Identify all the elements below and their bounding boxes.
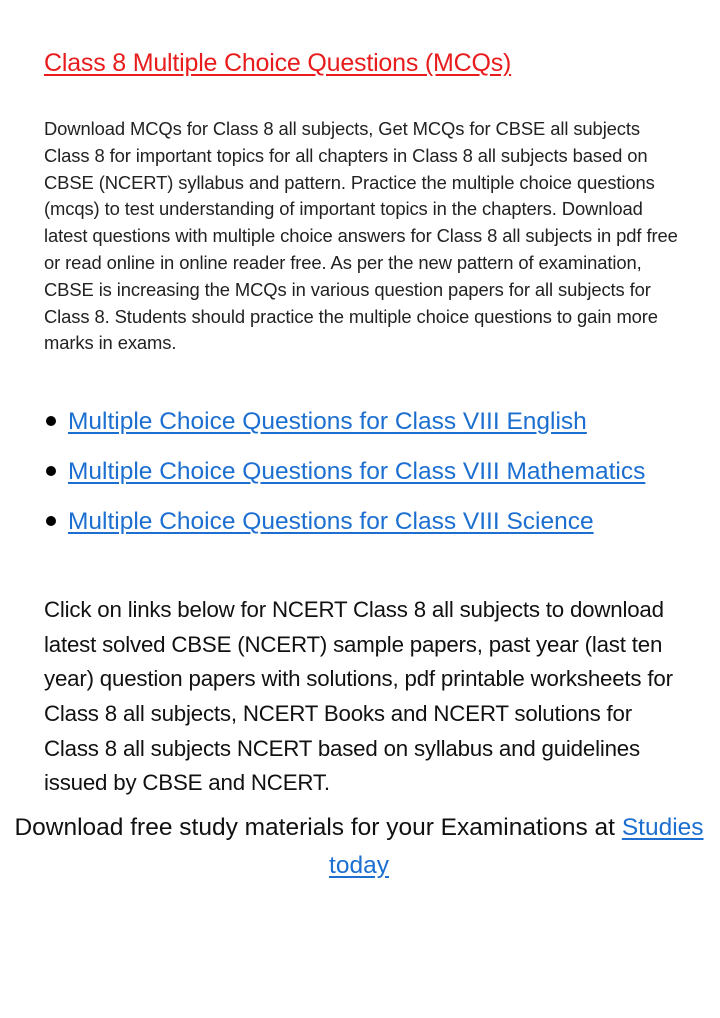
intro-paragraph: Download MCQs for Class 8 all subjects, Get MCQs for CBSE all subjects Class 8 for important topics for all chapters in Class 8 all subjects based on CBSE (NCERT) syllabus and pattern. Practice the multiple choice questions (mcqs) to test understanding of important topics in the chapters. Download latest questions with multiple choice answers for Class 8 all subjects in pdf free or read online in online reader free. As per the new pattern of examination, CBSE is increasing the MCQs in various question papers for all subjects for Class 8. Students should practice the multiple choice questions to gain more marks in exams. [44, 118, 678, 354]
bullet-icon [46, 416, 56, 426]
studies-today-link[interactable]: Studies today [329, 813, 704, 879]
footer-line [14, 809, 704, 885]
resources-paragraph: Click on links below for NCERT Class 8 all subjects to download latest solved CBSE (NCERT) sample papers, past year (last ten year) question papers with solutions, pdf printable worksheets for Class 8 all subjects, NCERT Books and NCERT solutions for Class 8 all subjects NCERT based on syllabus and guidelines issued by CBSE and NCERT. [44, 597, 673, 796]
mathematics-mcq-link[interactable]: Multiple Choice Questions for Class VIII Mathematics [68, 458, 646, 486]
footer-text: Download free study materials for your Examinations at [14, 813, 615, 841]
list-item [44, 453, 684, 491]
science-mcq-link[interactable]: Multiple Choice Questions for Class VIII Science [68, 508, 594, 536]
subject-link-list [44, 403, 684, 541]
bullet-icon [46, 466, 56, 476]
list-item [44, 403, 684, 441]
list-item [44, 503, 684, 541]
english-mcq-link[interactable]: Multiple Choice Questions for Class VIII English [68, 408, 587, 436]
bullet-icon [46, 516, 56, 526]
page-title: Class 8 Multiple Choice Questions (MCQs) [44, 49, 512, 77]
document-page [14, 46, 704, 885]
